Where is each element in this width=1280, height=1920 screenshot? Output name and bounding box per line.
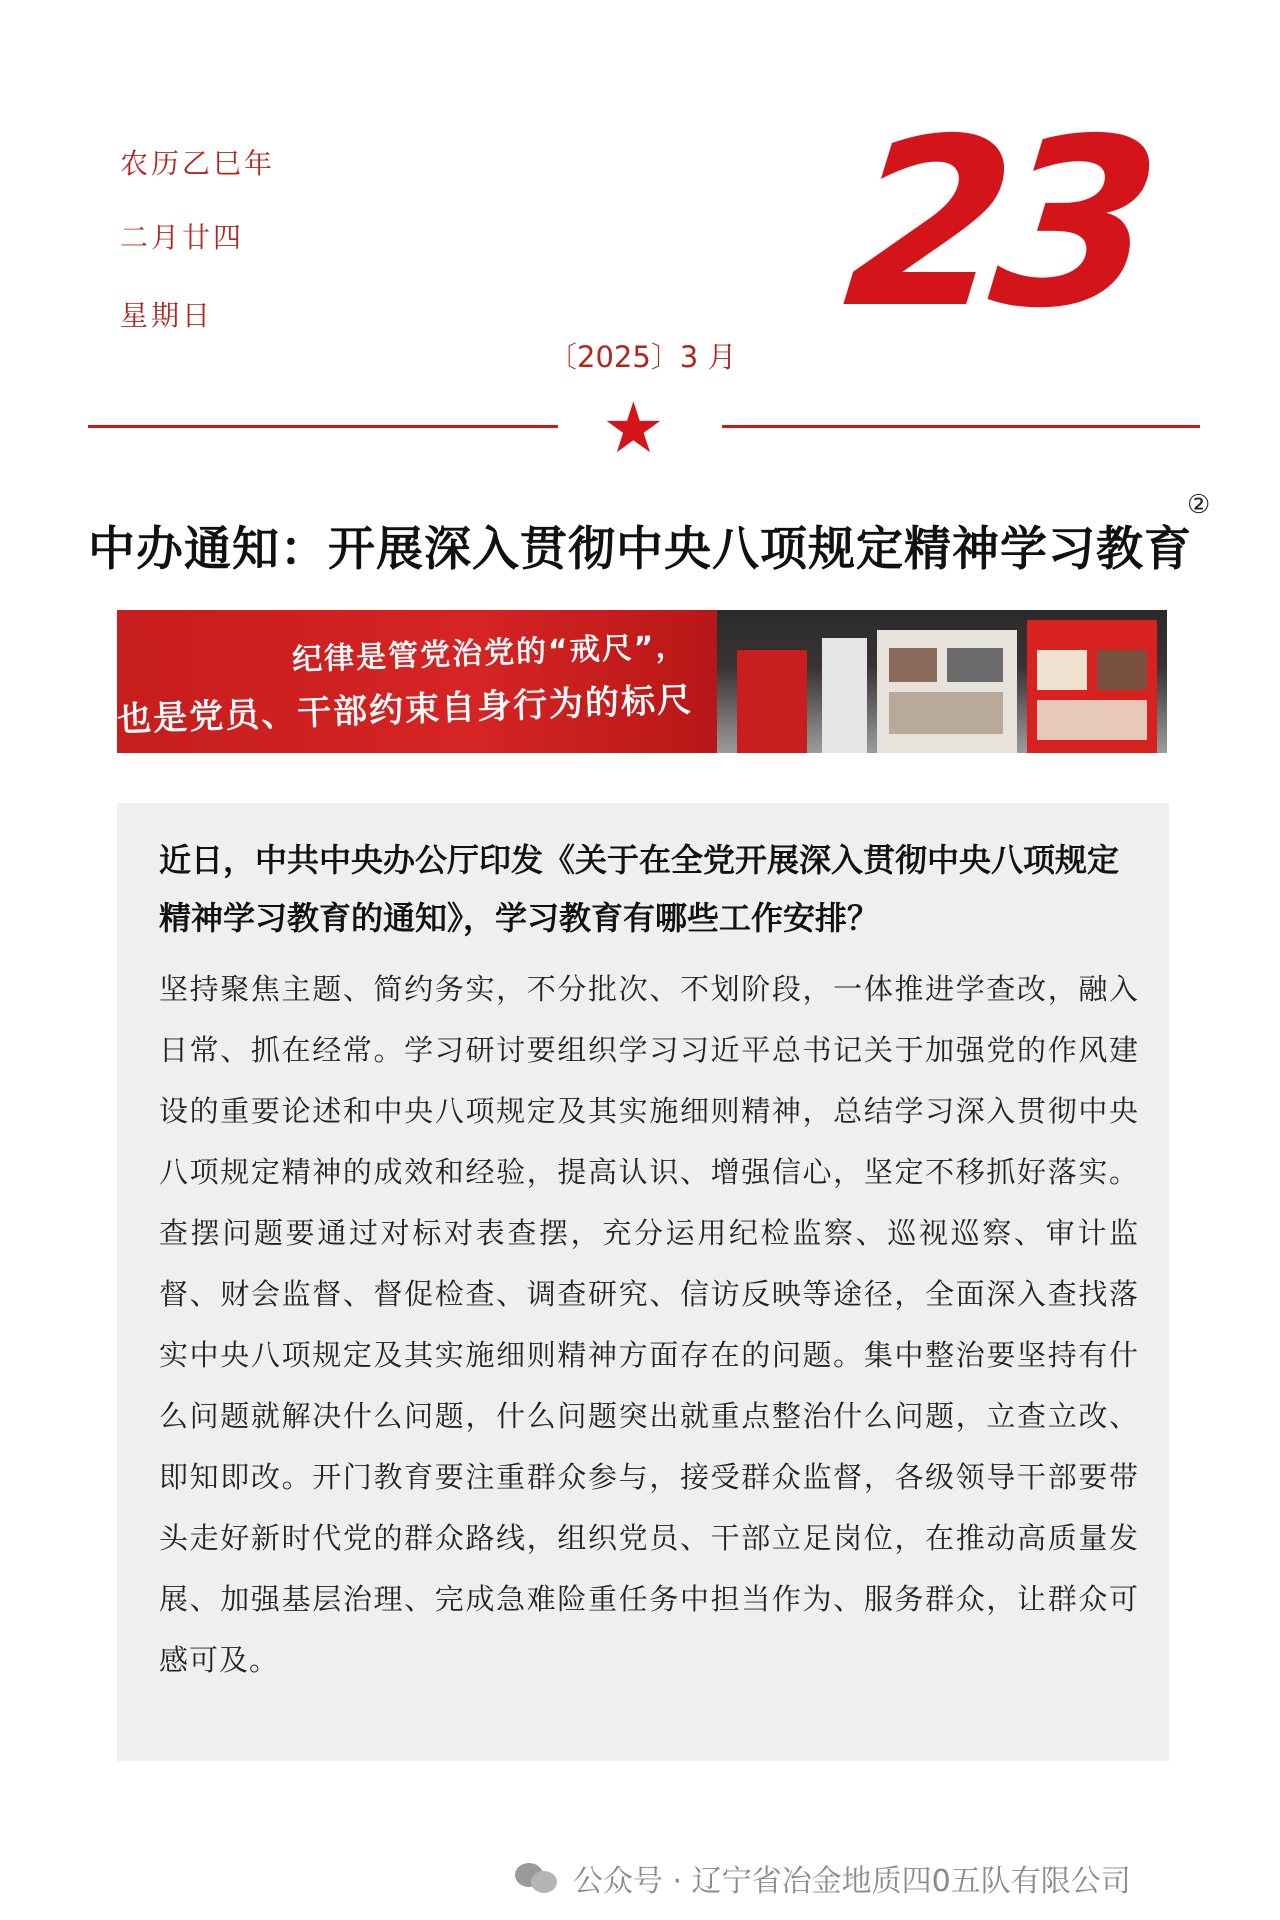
- lunar-year: 农历乙巳年: [120, 147, 276, 180]
- notice-box: [117, 803, 1169, 1761]
- divider-right: [722, 425, 1200, 428]
- exhibit-panel: [1027, 620, 1157, 753]
- banner-slogan-wall: [117, 610, 717, 753]
- series-number-badge: ②: [1187, 490, 1211, 520]
- weekday: 星期日: [120, 299, 214, 332]
- banner-image: [117, 610, 1167, 753]
- exhibit-panel: [877, 630, 1017, 753]
- star-icon: ★: [602, 387, 665, 469]
- headline-title: 中办通知：开展深入贯彻中央八项规定精神学习教育: [88, 522, 1192, 577]
- banner-exhibition-hall: [717, 610, 1167, 753]
- year-month: 〔2025〕3 月: [548, 340, 737, 374]
- exhibit-panel: [822, 638, 867, 753]
- divider-left: [88, 425, 558, 428]
- day-number: 23: [835, 89, 1156, 359]
- banner-slogan-line2: 也是党员、干部约束自身行为的标尺: [117, 679, 694, 741]
- lunar-day: 二月廿四: [120, 221, 245, 254]
- footer-source: [515, 1856, 1131, 1900]
- banner-slogan-line1: 纪律是管党治党的“戒尺”，: [291, 629, 689, 678]
- notice-body: 坚持聚焦主题、简约务实，不分批次、不划阶段，一体推进学查改，融入日常、抓在经常。学习研讨要组织学习习近平总书记关于加强党的作风建设的重要论述和中央八项规定及其实施细则精神，总结学习深入贯彻中央八项规定精神的成效和经验，提高认识、增强信心，坚定不移抓好落实。查摆问题要通过对标对表查摆，充分运用纪检监察、巡视巡察、审计监督、财会监督、督促检查、调查研究、信访反映等途径，全面深入查找落实中央八项规定及其实施细则精神方面存在的问题。集中整治要坚持有什么问题就解决什么问题，什么问题突出就重点整治什么问题，立查立改、即知即改。开门教育要注重群众参与，接受群众监督，各级领导干部要带头走好新时代党的群众路线，组织党员、干部立足岗位，在推动高质量发展、加强基层治理、完成急难险重任务中担当作为、服务群众，让群众可感可及。: [159, 972, 1139, 1677]
- wechat-icon: [515, 1861, 559, 1895]
- footer-source-text: 公众号 · 辽宁省冶金地质四0五队有限公司: [573, 1864, 1131, 1899]
- notice-lead: 近日，中共中央办公厅印发《关于在全党开展深入贯彻中央八项规定精神学习教育的通知》，学习教育有哪些工作安排？: [159, 841, 1120, 937]
- exhibit-panel: [737, 650, 807, 753]
